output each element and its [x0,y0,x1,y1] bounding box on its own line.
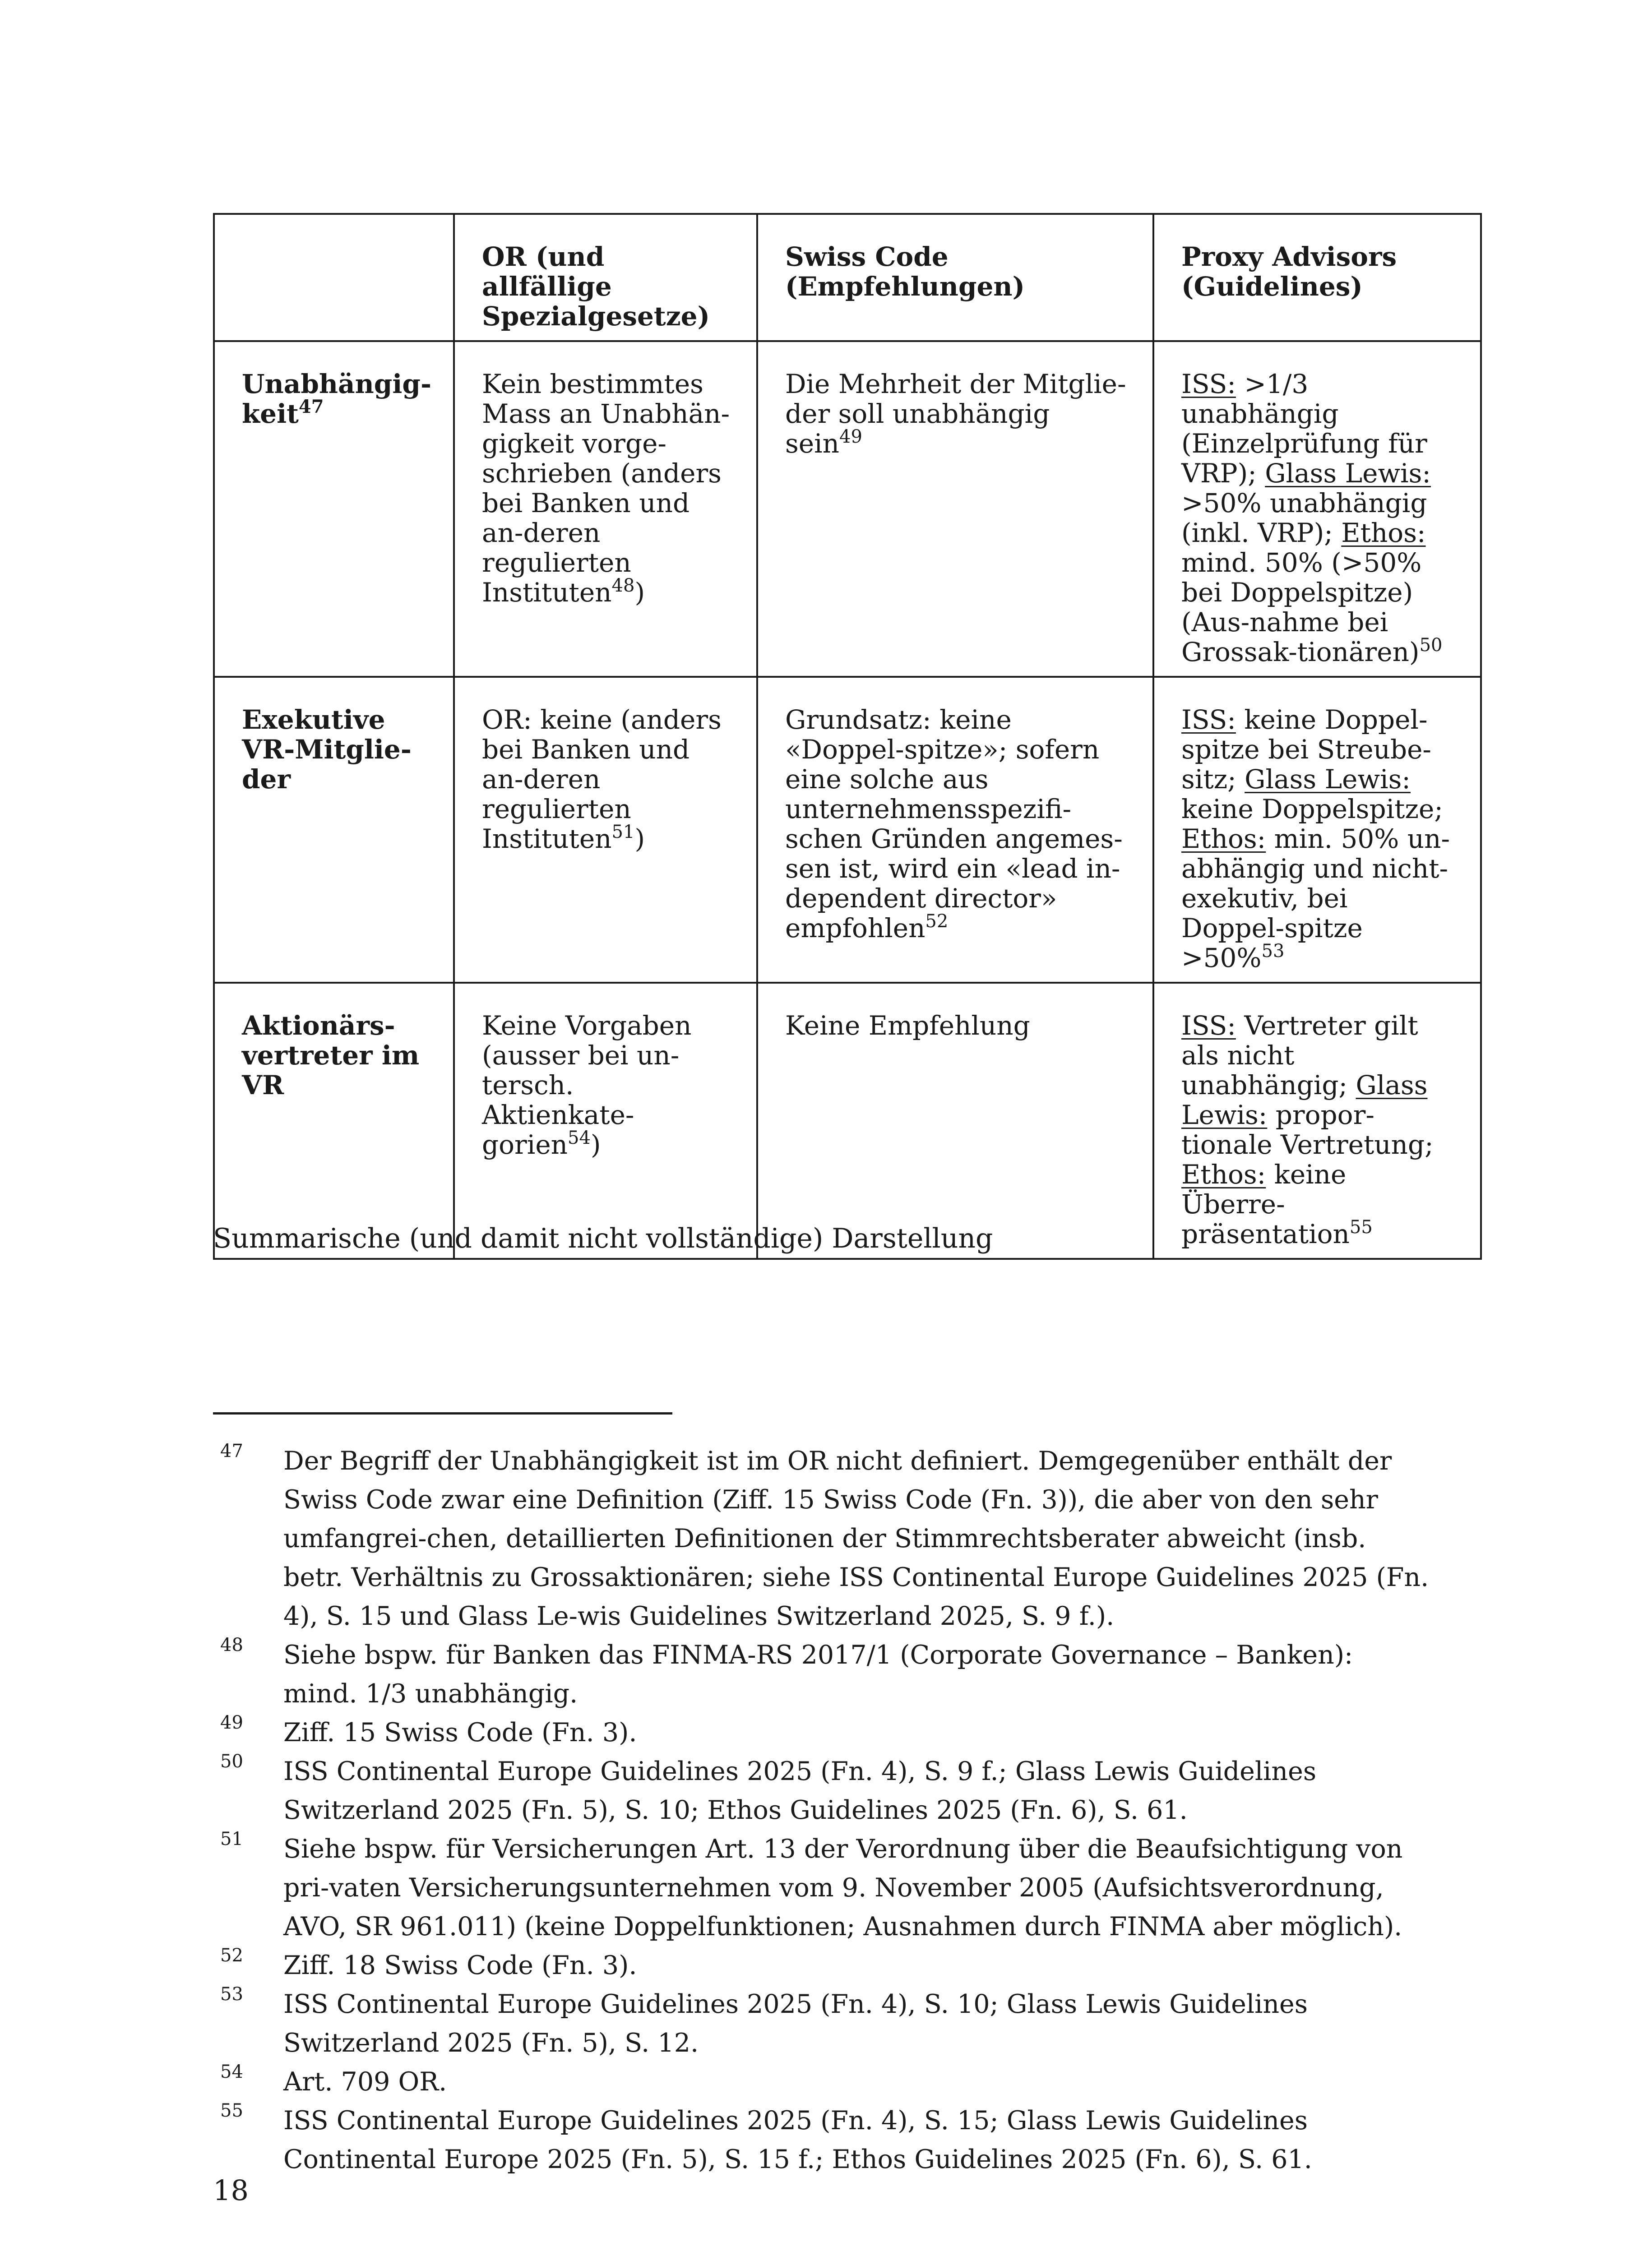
footnote-ref: 47 [298,396,324,417]
glass-lewis-label: Glass Lewis: [1245,764,1411,795]
footnote-ref: 52 [925,911,949,932]
header-proxy-advisors: Proxy Advisors (Guidelines) [1153,214,1481,341]
footnote-divider [213,1412,672,1415]
footnote [213,1946,1431,1985]
footnote-ref: 48 [611,575,635,596]
row-label: Aktionärs-vertreter im VR [214,983,454,1259]
footnote-ref: 51 [611,822,635,842]
footnote [213,2062,1431,2101]
footnote-number: 48 [220,1635,243,1655]
table-caption: Summarische (und damit nicht vollständige) Darstellung [213,1223,993,1254]
footnote-text: Ziff. 15 Swiss Code (Fn. 3). [283,1718,637,1747]
header-swiss-code: Swiss Code (Empfehlungen) [757,214,1153,341]
footnote-number: 49 [220,1712,243,1733]
footnote-text: Siehe bspw. für Versicherungen Art. 13 der Verordnung über die Beaufsichtigung von pri-vaten Versicherungsunternehmen vom 9. November 2005 (Aufsichtsverordnung, AVO, SR 961.011) (keine Doppelfunktionen; Ausnahmen durch FINMA aber möglich). [283,1834,1403,1942]
table-row [214,983,1481,1259]
glass-lewis-label: Glass Lewis: [1265,458,1431,489]
ethos-label: Ethos: [1341,518,1426,548]
cell-swiss-code: Grundsatz: keine «Doppel-spitze»; sofern eine solche aus unternehmensspezifi-schen Gründen angemes-sen ist, wird ein «lead in-dependent director» empfohlen$^{52}$ [757,677,1153,983]
footnote-number: 52 [220,1945,243,1966]
page-number: 18 [213,2174,249,2207]
footnote-number: 55 [220,2100,243,2121]
iss-label: ISS: [1181,369,1236,399]
footnote [213,1713,1431,1752]
cell-swiss-code: Die Mehrheit der Mitglie-der soll unabhängig sein$^{49}$ [757,341,1153,677]
footnote [213,1442,1431,1636]
footnote [213,1636,1431,1713]
iss-label: ISS: [1181,1010,1236,1041]
footnote-text: Ziff. 18 Swiss Code (Fn. 3). [283,1951,637,1980]
footnote-number: 53 [220,1984,243,2005]
footnote-number: 50 [220,1751,243,1772]
footnote-number: 47 [220,1441,243,1461]
row-label: Exekutive VR-Mitglie-der [214,677,454,983]
row-label: Unabhängig-keit$^{47}$ [214,341,454,677]
cell-proxy: ISS: keine Doppel-spitze bei Streube-sitz; Glass Lewis: keine Doppelspitze; Ethos: min. 50% un-abhängig und nicht-exekutiv, bei Doppel-spitze >50%$^{53}$ [1153,677,1481,983]
comparison-table [213,213,1482,1260]
cell-proxy: ISS: Vertreter gilt als nicht unabhängig; Glass Lewis: propor-tionale Vertretung; Ethos: keine Überre-präsentation$^{55}$ [1153,983,1481,1259]
header-empty [214,214,454,341]
footnote [213,1830,1431,1946]
footnote-ref: 50 [1419,635,1443,656]
ethos-label: Ethos: [1181,1159,1266,1190]
footnote-text: ISS Continental Europe Guidelines 2025 (Fn. 4), S. 15; Glass Lewis Guidelines Continental Europe 2025 (Fn. 5), S. 15 f.; Ethos Guidelines 2025 (Fn. 6), S. 61. [283,2106,1312,2174]
table-row [214,677,1481,983]
footnote-text: Siehe bspw. für Banken das FINMA-RS 2017/1 (Corporate Governance – Banken): mind. 1/3 unabhängig. [283,1640,1353,1709]
iss-label: ISS: [1181,704,1236,735]
cell-proxy: ISS: >1/3 unabhängig (Einzelprüfung für VRP); Glass Lewis: >50% unabhängig (inkl. VRP); Ethos: mind. 50% (>50% bei Doppelspitze) (Aus-nahme bei Grossak-tionären)$^{50}$ [1153,341,1481,677]
footnote [213,1985,1431,2062]
footnotes [213,1442,1431,2179]
cell-or: OR: keine (anders bei Banken und an-deren regulierten Instituten$^{51}$) [454,677,757,983]
footnote-number: 51 [220,1829,243,1849]
cell-or: Keine Vorgaben (ausser bei un-tersch. Aktienkate-gorien$^{54}$) [454,983,757,1259]
footnote-number: 54 [220,2062,243,2082]
footnote-text: ISS Continental Europe Guidelines 2025 (Fn. 4), S. 9 f.; Glass Lewis Guidelines Switzerland 2025 (Fn. 5), S. 10; Ethos Guidelines 2025 (Fn. 6), S. 61. [283,1757,1317,1825]
glass-lewis-label: Glass Lewis: [1181,1070,1428,1130]
footnote-text: ISS Continental Europe Guidelines 2025 (Fn. 4), S. 10; Glass Lewis Guidelines Switzerland 2025 (Fn. 5), S. 12. [283,1989,1308,2058]
header-or: OR (und allfällige Spezialgesetze) [454,214,757,341]
footnote-ref: 54 [568,1128,591,1148]
footnote-ref: 55 [1349,1217,1373,1238]
ethos-label: Ethos: [1181,823,1266,854]
cell-or: Kein bestimmtes Mass an Unabhän-gigkeit vorge-schrieben (anders bei Banken und an-deren regulierten Instituten$^{48}$) [454,341,757,677]
footnote-text: Der Begriff der Unabhängigkeit ist im OR nicht definiert. Demgegenüber enthält der Swiss Code zwar eine Definition (Ziff. 15 Swiss Code (Fn. 3)), die aber von den sehr umfangrei-chen, detaillierten Definitionen der Stimmrechtsberater abweicht (insb. betr. Verhältnis zu Grossaktionären; siehe ISS Continental Europe Guidelines 2025 (Fn. 4), S. 15 und Glass Le-wis Guidelines Switzerland 2025, S. 9 f.). [283,1446,1429,1631]
footnote [213,1752,1431,1830]
footnote-ref: 53 [1261,941,1285,962]
table-header-row [214,214,1481,341]
footnote-ref: 49 [839,426,862,447]
cell-swiss-code: Keine Empfehlung [757,983,1153,1259]
footnote-text: Art. 709 OR. [283,2067,447,2097]
footnote [213,2101,1431,2179]
table-row [214,341,1481,677]
